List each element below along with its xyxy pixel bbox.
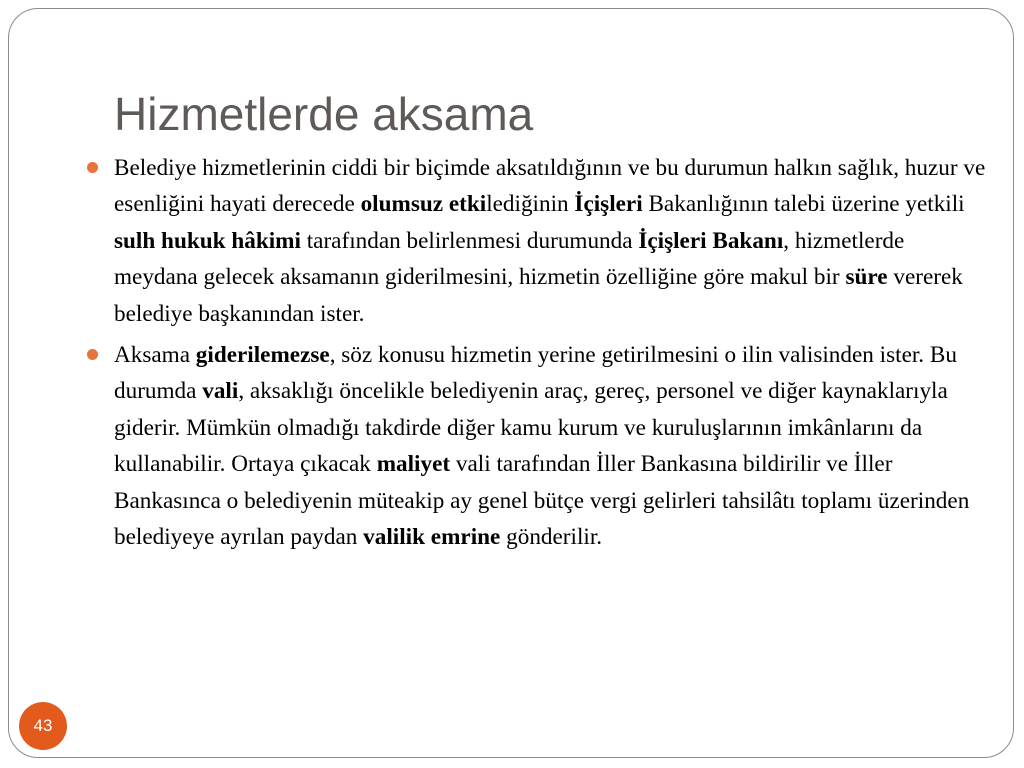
bold-segment: giderilemezse	[195, 342, 330, 369]
bullet-dot-icon	[87, 349, 98, 360]
text-segment: vali tarafından İller Bankasına bildirilir ve İller Bankasınca o belediyenin müteakip ay genel bütçe vergi gelirleri tahsilâtı toplamı üzerinden belediyeye ayrılan paydan	[114, 451, 970, 551]
text-segment: gönderilir.	[500, 524, 603, 551]
bullet-item	[114, 337, 986, 555]
bold-segment: vali	[202, 378, 239, 405]
bullet-dot-icon	[87, 162, 98, 173]
text-segment: Aksama	[114, 342, 196, 369]
text-segment: vererek belediye başkanından ister.	[114, 264, 963, 327]
bold-segment: sulh hukuk hâkimi	[114, 227, 301, 254]
bold-segment: süre	[845, 264, 888, 291]
bullet-text	[114, 342, 969, 550]
text-segment: Belediye hizmetlerinin ciddi bir biçimde aksatıldığının ve bu durumun halkın sağlık, huzur ve esenliğini hayati derecede	[114, 155, 986, 218]
bullet-text	[114, 155, 985, 327]
bold-segment: İçişleri Bakanı	[638, 227, 784, 254]
text-segment: , hizmetlerde meydana gelecek aksamanın giderilmesini, hizmetin özelliğine göre makul bir	[114, 227, 905, 291]
bold-segment: maliyet	[376, 451, 451, 478]
text-segment: lediğinin	[486, 191, 575, 218]
text-segment: , söz konusu hizmetin yerine getirilmesini o ilin valisinden ister. Bu durumda	[114, 342, 957, 405]
text-segment: Bakanlığının talebi üzerine yetkili	[642, 191, 965, 218]
bold-segment: valilik emrine	[363, 524, 501, 551]
bullet-item	[114, 150, 986, 332]
bullet-list	[114, 150, 986, 560]
slide-title: Hizmetlerde aksama	[114, 88, 534, 140]
text-segment: tarafından belirlenmesi durumunda	[300, 227, 639, 254]
bold-segment: olumsuz etki	[360, 191, 487, 218]
bold-segment: İçişleri	[574, 191, 643, 218]
text-segment: , aksaklığı öncelikle belediyenin araç, gereç, personel ve diğer kaynaklarıyla giderir. Mümkün olmadığı takdirde diğer kamu kurum ve kuruluşlarının imkânlarını da kullanabilir. Ortaya çıkacak	[114, 378, 948, 478]
page-number-badge: 43	[19, 702, 67, 750]
